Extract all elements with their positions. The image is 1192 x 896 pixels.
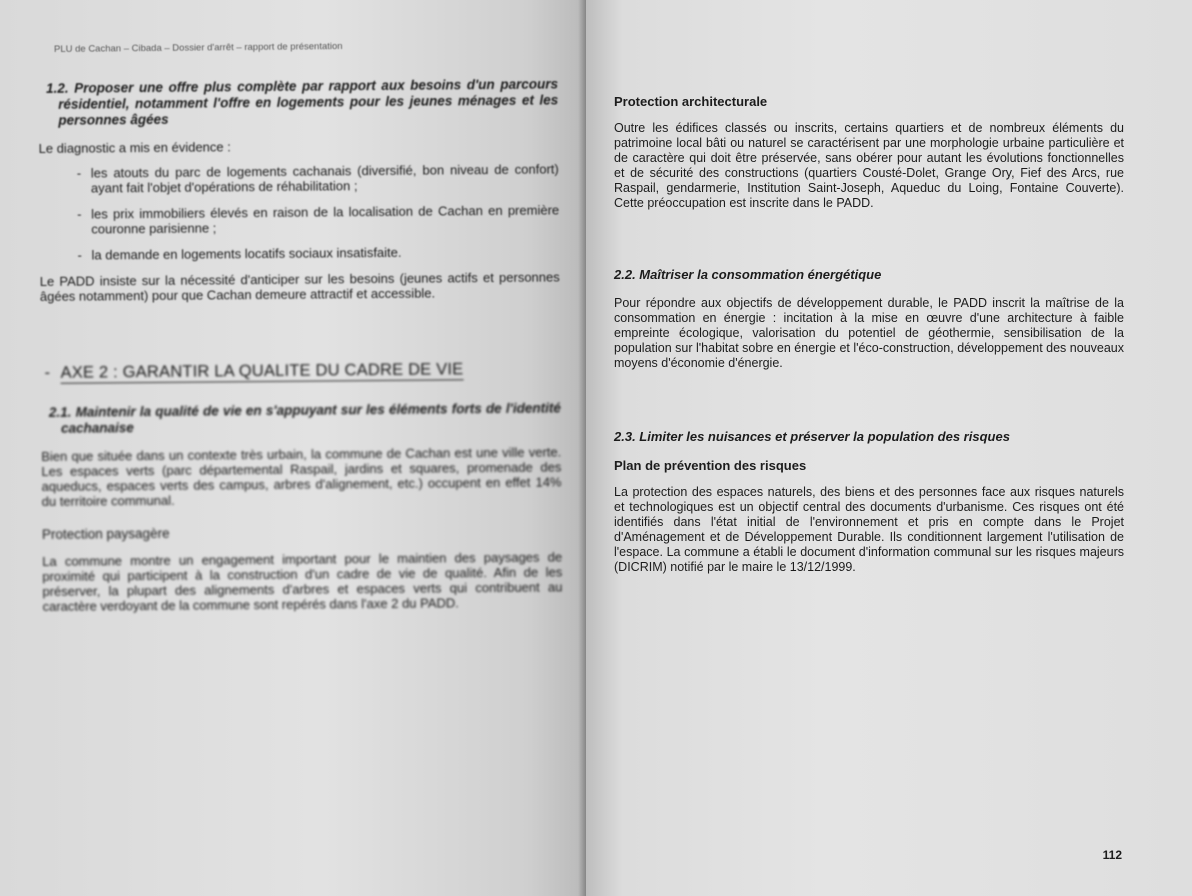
risk-plan-heading: Plan de prévention des risques <box>614 458 807 473</box>
diagnostic-bullet: - les prix immobiliers élevés en raison de la localisation de Cachan en première couronne parisienne ; <box>91 202 559 236</box>
right-page-content <box>614 94 1124 575</box>
landscape-protection-heading: Protection paysagère <box>41 525 170 542</box>
section-2-1-title: 2.1. Maintenir la qualité de vie en s'appuyant sur les éléments forts de l'identité cachanaise <box>48 400 561 436</box>
diagnostic-bullet: - les atouts du parc de logements cachanais (diversifié, bon niveau de confort) ayant fait l'objet d'opérations de réhabilitation ; <box>91 161 559 195</box>
architecture-protection-paragraph: Outre les édifices classés ou inscrits, certains quartiers et de nombreux éléments du patrimoine local bâti ou naturel se caractérisent par une morphologie urbaine particulière et de caractère qui doit être préservée, sans obérer pour autant les évolutions fonctionnelles et de sécurité des constructions (quartiers Cousté-Dolet, Grange Ory, Fief des Arcs, rue Raspail, gendarmerie, Institution Saint-Joseph, Aqueduc du Loing, Fontaine Couverte). Cette préoccupation est inscrite dans le PADD. <box>614 121 1124 210</box>
risk-plan-paragraph: La protection des espaces naturels, des biens et des personnes face aux risques naturels et technologiques est un objectif central des documents d'urbanisme. Ces risques ont été identifiés dans l'état initial de l'environnement et pris en compte dans le Projet d'Aménagement et de Développement Durable. Ils conditionnent largement l'utilisation de l'espace. La commune a établi le document d'information communal sur les risques majeurs (DICRIM) notifié par le maire le 13/12/1999. <box>614 485 1124 574</box>
right-page <box>586 0 1192 896</box>
section-2-2-paragraph: Pour répondre aux objectifs de développement durable, le PADD inscrit la maîtrise de la consommation en énergie : incitation à la mise en œuvre d'une architecture à faible empreinte écologique, valorisation du potentiel de géothermie, sensibilisation de la population sur l'habitat sobre en énergie et l'éco-construction, développement des nouveaux moyens d'économie d'énergie. <box>614 296 1124 370</box>
left-page-content <box>38 76 563 614</box>
architecture-protection-heading: Protection architecturale <box>614 94 768 109</box>
diagnostic-intro: Le diagnostic a mis en évidence : <box>38 139 231 156</box>
axis-2-title <box>40 359 560 383</box>
page-number: 112 <box>1102 848 1122 862</box>
diagnostic-bullet: - la demande en logements locatifs sociaux insatisfaite. <box>91 243 559 262</box>
section-2-3-title: 2.3. Limiter les nuisances et préserver la population des risques <box>614 429 1010 444</box>
section-2-2-title: 2.2. Maîtriser la consommation énergétique <box>614 267 882 282</box>
section-2-1-paragraph: Bien que située dans un contexte très urbain, la commune de Cachan est une ville verte. Les espaces verts (parc départemental Raspail, jardins et squares, promenade des aqueducs, espaces verts des campus, arbres d'alignement, etc.) occupent en effet 14% du territoire communal. <box>41 444 562 509</box>
diagnostic-bullet-list <box>39 161 560 263</box>
left-page <box>0 0 586 896</box>
axis-2-title-text: AXE 2 : GARANTIR LA QUALITE DU CADRE DE VIE <box>60 360 464 382</box>
landscape-protection-paragraph: La commune montre un engagement important pour le maintien des paysages de proximité qui participent à la construction d'un cadre de vie de qualité. Afin de les préserver, la plupart des alignements d'arbres et espaces verts qui contribuent au caractère verdoyant de la commune sont repérés dans l'axe 2 du PADD. <box>42 549 563 614</box>
section-1-2-title: 1.2. Proposer une offre plus complète par rapport aux besoins d'un parcours résidentiel, notamment l'offre en logements pour les jeunes ménages et les personnes âgées <box>45 76 559 128</box>
running-header: PLU de Cachan – Cibada – Dossier d'arrêt – rapport de présentation <box>53 40 343 55</box>
padd-paragraph: Le PADD insiste sur la nécessité d'anticiper sur les besoins (jeunes actifs et personnes âgées notamment) pour que Cachan demeure attractif et accessible. <box>39 269 560 304</box>
